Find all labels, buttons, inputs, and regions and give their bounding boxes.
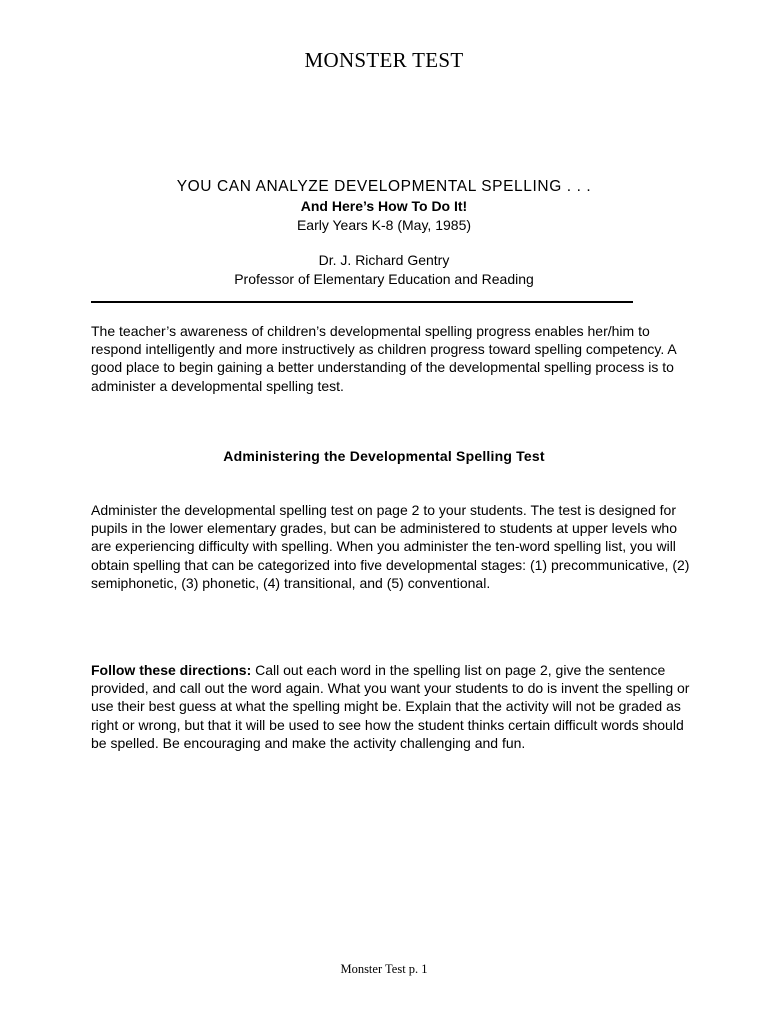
section-heading: Administering the Developmental Spelling Test bbox=[223, 448, 545, 464]
intro-paragraph: The teacher’s awareness of children’s developmental spelling progress enables her/him to respond intelligently and more instructively as children progress toward spelling competency. A good place to begin gaining a better understanding of the developmental spelling process is to administer a developmental spelling test. bbox=[91, 323, 676, 394]
document-title: MONSTER TEST bbox=[304, 48, 464, 72]
administration-paragraph: Administer the developmental spelling test on page 2 to your students. The test is designed for pupils in the lower elementary grades, but can be administered to students at upper levels who are experiencing difficulty with spelling. When you administer the ten-word spelling list, you will obtain spelling that can be categorized into five developmental stages: (1) precommunicative, (2) semiphonetic, (3) phonetic, (4) transitional, and (5) conventional. bbox=[91, 502, 690, 591]
sub-heading: And Here’s How To Do It! bbox=[300, 198, 468, 214]
main-heading: YOU CAN ANALYZE DEVELOPMENTAL SPELLING . . . bbox=[176, 178, 592, 195]
publication-citation: Early Years K-8 (May, 1985) bbox=[296, 217, 472, 233]
horizontal-rule bbox=[91, 301, 633, 303]
page-footer: Monster Test p. 1 bbox=[340, 962, 428, 976]
directions-paragraph bbox=[91, 661, 691, 752]
author-title: Professor of Elementary Education and Reading bbox=[234, 271, 534, 287]
directions-text: Call out each word in the spelling list on page 2, give the sentence provided, and call out the word again. What you want your students to do is invent the spelling or use their best guess at what the spelling might be. Explain that the activity will not be graded as right or wrong, but that it will be used to see how the student thinks certain difficult words should be spelled. Be encouraging and make the activity challenging and fun. bbox=[91, 662, 690, 751]
directions-lead: Follow these directions: bbox=[91, 662, 252, 678]
author-name: Dr. J. Richard Gentry bbox=[318, 252, 450, 268]
article-header bbox=[0, 177, 768, 289]
